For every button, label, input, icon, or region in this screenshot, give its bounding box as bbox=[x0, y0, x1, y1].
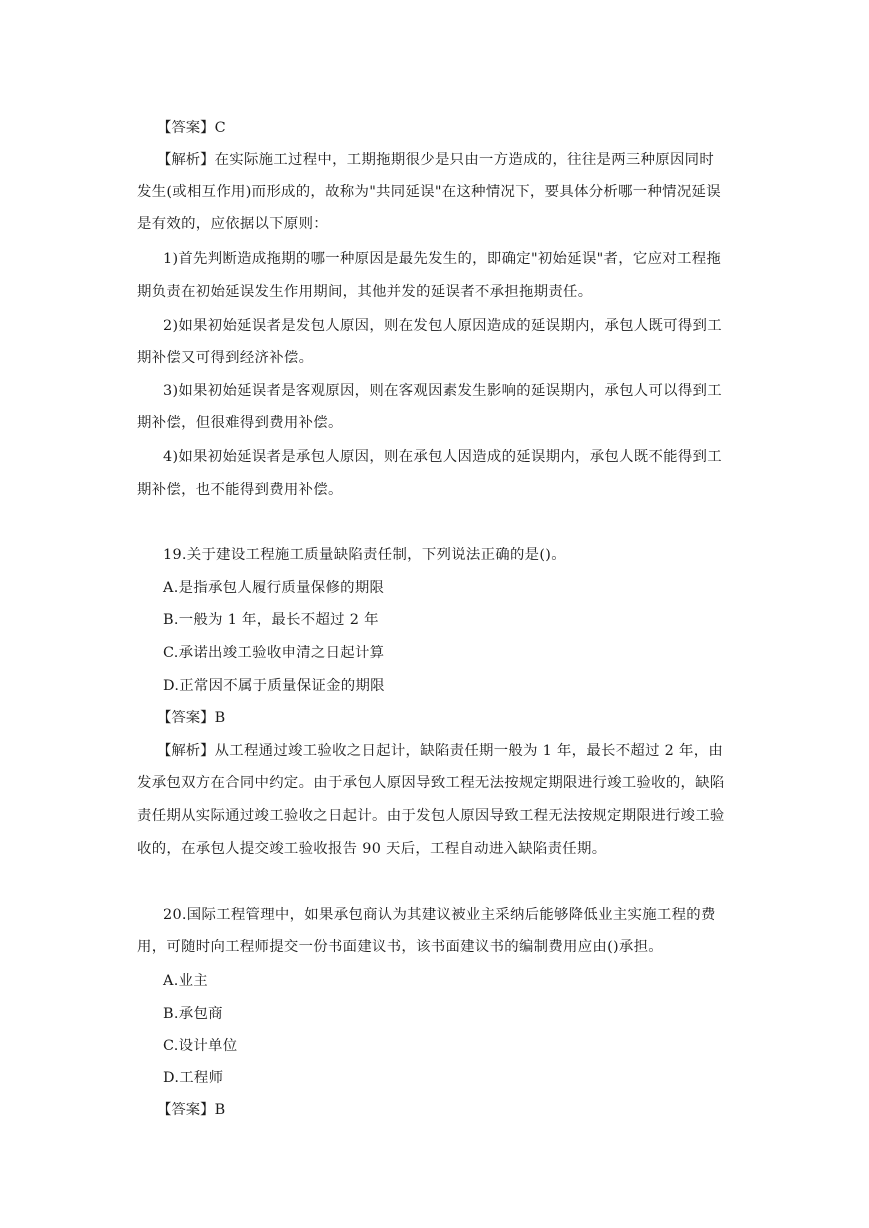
analysis-text: 在实际施工过程中，工期拖期很少是只由一方造成的，往往是两三种原因同时 bbox=[214, 152, 715, 168]
analysis-line: 收的，在承包人提交竣工验收报告 90 天后，工程自动进入缺陷责任期。 bbox=[137, 841, 607, 857]
answer-value: C bbox=[214, 120, 226, 136]
answer-line-19 bbox=[157, 708, 225, 728]
answer-line-prev bbox=[157, 118, 226, 138]
question-20-cont: 用，可随时向工程师提交一份书面建议书，该书面建议书的编制费用应由()承担。 bbox=[137, 939, 664, 955]
analysis-line bbox=[157, 741, 723, 761]
answer-tag: 【答案】 bbox=[157, 1102, 215, 1118]
rule-line: 期补偿，也不能得到费用补偿。 bbox=[137, 482, 343, 498]
answer-value: B bbox=[214, 1102, 226, 1118]
option-d: D.正常因不属于质量保证金的期限 bbox=[163, 678, 385, 694]
analysis-tag: 【解析】 bbox=[157, 743, 215, 759]
answer-line-20 bbox=[157, 1100, 225, 1120]
answer-value: B bbox=[214, 710, 226, 726]
option-c: C.承诺出竣工验收申清之日起计算 bbox=[163, 645, 385, 661]
rule-line: 期负责在初始延误发生作用期间，其他并发的延误者不承担拖期责任。 bbox=[137, 284, 593, 300]
rule-line: 3)如果初始延误者是客观原因，则在客观因素发生影响的延误期内，承包人可以得到工 bbox=[163, 383, 722, 399]
question-19: 19.关于建设工程施工质量缺陷责任制，下列说法正确的是()。 bbox=[163, 547, 566, 563]
option-a: A.是指承包人履行质量保修的期限 bbox=[163, 580, 385, 596]
rule-line: 4)如果初始延误者是承包人原因，则在承包人因造成的延误期内，承包人既不能得到工 bbox=[163, 449, 722, 465]
analysis-tag: 【解析】 bbox=[157, 152, 215, 168]
option-c: C.设计单位 bbox=[163, 1038, 238, 1054]
analysis-line: 发生(或相互作用)而形成的，故称为"共同延误"在这种情况下，要具体分析哪一种情况延误 bbox=[137, 184, 721, 200]
option-b: B.承包商 bbox=[163, 1006, 223, 1022]
analysis-line: 发承包双方在合同中约定。由于承包人原因导致工程无法按规定期限进行竣工验收的，缺陷 bbox=[137, 775, 725, 791]
question-20: 20.国际工程管理中，如果承包商认为其建议被业主采纳后能够降低业主实施工程的费 bbox=[163, 907, 716, 923]
answer-tag: 【答案】 bbox=[157, 710, 215, 726]
rule-line: 期补偿，但很难得到费用补偿。 bbox=[137, 415, 343, 431]
rule-line: 1)首先判断造成拖期的哪一种原因是最先发生的，即确定"初始延误"者，它应对工程拖 bbox=[163, 251, 722, 267]
option-d: D.工程师 bbox=[163, 1070, 224, 1086]
analysis-text: 从工程通过竣工验收之日起计，缺陷责任期一般为 1 年，最长不超过 2 年，由 bbox=[214, 743, 724, 759]
rule-line: 期补偿又可得到经济补偿。 bbox=[137, 350, 314, 366]
rule-line: 2)如果初始延误者是发包人原因，则在发包人原因造成的延误期内，承包人既可得到工 bbox=[163, 318, 722, 334]
analysis-line bbox=[157, 150, 714, 170]
analysis-line: 责任期从实际通过竣工验收之日起计。由于发包人原因导致工程无法按规定期限进行竣工验 bbox=[137, 808, 725, 824]
answer-tag: 【答案】 bbox=[157, 120, 215, 136]
option-b: B.一般为 1 年，最长不超过 2 年 bbox=[163, 612, 379, 628]
option-a: A.业主 bbox=[163, 973, 208, 989]
analysis-line: 是有效的，应依据以下原则： bbox=[137, 216, 328, 232]
